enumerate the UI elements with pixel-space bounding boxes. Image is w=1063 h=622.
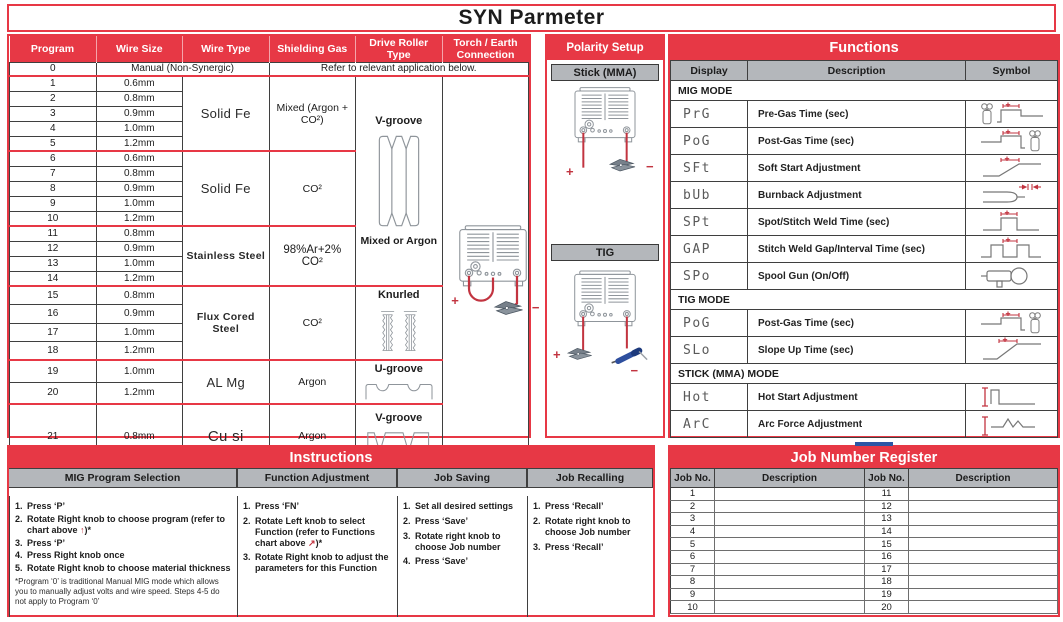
polarity-setup-title: Polarity Setup [547,36,663,60]
job-no-cell: 1 [671,488,715,501]
function-description: Slope Up Time (sec) [748,337,966,364]
instruction-footnote: *Program ‘0’ is traditional Manual MIG mode which allows you to manually adjust volts and wire speed. Steps 4-5 do not apply to Program ‘0’ [15,577,220,607]
instructions-grid [9,468,653,617]
step-number: 4. [403,556,411,567]
instruction-column [237,496,397,617]
job-col-header: Job No. [865,469,909,488]
polarity-minus-label: − [531,300,540,316]
soft-start-symbol-icon [970,155,1054,181]
job-col-header: Description [715,469,865,488]
job-row [671,550,1058,563]
function-description: Spool Gun (On/Off) [748,263,966,290]
function-symbol-cell [966,384,1058,411]
mode-band-label: MIG MODE [671,81,1058,101]
slope-up-symbol-icon [970,337,1054,363]
function-description: Burnback Adjustment [748,182,966,209]
job-no-cell: 8 [671,576,715,589]
instruction-step [243,516,391,549]
roller-cell [356,286,443,360]
function-description: Spot/Stitch Weld Time (sec) [748,209,966,236]
roller-type-label: U-groove [374,363,423,375]
step-number: 3. [15,537,23,548]
program-cell: 13 [10,256,97,271]
step-text: Press ‘Save’ [415,515,469,526]
wire-size-cell: 1.2mm [96,342,183,361]
step-text: Rotate right knob to choose Job number [545,515,631,537]
function-description: Hot Start Adjustment [748,384,966,411]
step-number: 3. [403,530,411,541]
program-cell: 6 [10,151,97,166]
arc-force-symbol-icon [970,411,1054,437]
wire-size-cell: 1.0mm [96,121,183,136]
functions-col-header: Symbol [966,61,1058,81]
step-number: 3. [243,552,251,563]
roller-cell [356,360,443,404]
instruction-step [15,501,231,512]
step-number: 2. [243,515,251,526]
roller-gas-label: Mixed or Argon [360,235,438,247]
step-number: 1. [533,500,541,511]
program-col-header: Program [10,36,97,62]
program-row [10,76,529,91]
step-text: Rotate Right knob to choose material thickness [27,563,231,574]
job-row [671,601,1058,614]
job-desc-cell [909,550,1058,563]
instruction-step [403,556,521,567]
function-display-code: GAP [671,236,748,263]
mode-band-row [671,290,1058,310]
program-parameter-panel [7,34,540,445]
function-row [671,182,1058,209]
job-no-cell: 3 [671,513,715,526]
job-no-cell: 20 [865,601,909,614]
job-desc-cell [909,488,1058,501]
functions-header-row [671,61,1058,81]
wire-size-cell: 1.0mm [96,256,183,271]
job-col-header: Job No. [671,469,715,488]
function-row [671,411,1058,438]
shielding-gas-cell: Argon [269,360,356,404]
function-display-code: SPt [671,209,748,236]
step-text: Rotate right knob to choose Job number [415,530,501,552]
program-cell: 18 [10,342,97,361]
torch-earth-connection-cell [442,76,540,468]
polarity-minus-label: − [630,362,639,378]
functions-title: Functions [670,36,1058,60]
job-desc-cell [909,538,1058,551]
job-row [671,538,1058,551]
wire-type-cell: AL Mg [183,360,270,404]
job-desc-cell [909,500,1058,513]
stick-connection-figure [555,86,655,186]
instruction-col-header: Job Saving [397,468,527,488]
job-no-cell: 15 [865,538,909,551]
job-no-cell: 11 [865,488,909,501]
job-desc-cell [715,563,865,576]
program-row-0 [10,62,529,76]
job-desc-cell [715,538,865,551]
functions-panel [668,34,1060,438]
tig-band: TIG [551,244,659,261]
job-row [671,488,1058,501]
function-row [671,236,1058,263]
program-col-header: Torch / Earth Connection [442,36,529,62]
program-cell: 20 [10,382,97,404]
step-number: 2. [533,515,541,526]
job-no-cell: 6 [671,550,715,563]
instruction-step [403,501,521,512]
program-cell: 14 [10,271,97,286]
mode-band-row [671,81,1058,101]
functions-col-header: Display [671,61,748,81]
step-text: Rotate Left knob to select Function (refer to Functions chart above ↗)* [255,515,375,548]
polarity-plus-label: + [566,164,574,179]
roller-type-label: Knurled [377,289,420,301]
instruction-step [15,538,231,549]
job-no-cell: 5 [671,538,715,551]
instruction-column [397,496,527,617]
stick-mma-band: Stick (MMA) [551,64,659,81]
function-symbol-cell [966,310,1058,337]
job-no-cell: 12 [865,500,909,513]
program-cell: 1 [10,76,97,91]
instruction-step [15,550,231,561]
job-desc-cell [909,588,1058,601]
instruction-col-header: Job Recalling [527,468,653,488]
step-number: 4. [15,550,23,561]
job-desc-cell [715,576,865,589]
job-no-cell: 7 [671,563,715,576]
job-no-cell: 13 [865,513,909,526]
spot-time-symbol-icon [970,209,1054,235]
wire-size-cell: 1.0mm [96,323,183,342]
tig-connection-figure [552,266,658,378]
function-display-code: PoG [671,310,748,337]
program-header-row [10,36,529,62]
function-symbol-cell [966,128,1058,155]
wire-size-cell: 0.8mm [96,91,183,106]
job-desc-cell [715,500,865,513]
polarity-plus-label: + [451,293,459,309]
function-symbol-cell [966,101,1058,128]
wire-size-cell: 0.8mm [96,226,183,241]
program-cell: 4 [10,121,97,136]
job-no-cell: 17 [865,563,909,576]
job-number-register-panel [668,445,1060,617]
program-col-header: Shielding Gas [269,36,356,62]
polarity-setup-panel [545,34,665,438]
function-symbol-cell [966,155,1058,182]
wire-size-cell: 0.8mm [96,286,183,305]
tig-connection-icon [552,266,658,372]
instruction-step [533,501,647,512]
step-text: Press ‘P’ [27,537,66,548]
wire-size-cell: 1.0mm [96,196,183,211]
function-row [671,384,1058,411]
roller-type-label: V-groove [375,115,423,127]
instruction-step [403,531,521,553]
function-description: Post-Gas Time (sec) [748,310,966,337]
function-display-code: PrG [671,101,748,128]
function-description: Stitch Weld Gap/Interval Time (sec) [748,236,966,263]
function-description: Pre-Gas Time (sec) [748,101,966,128]
wire-size-cell: 0.9mm [96,106,183,121]
instruction-step [243,552,391,574]
step-text: Rotate Right knob to adjust the parameters for this Function [255,552,389,574]
mode-band-row [671,364,1058,384]
program-cell: 3 [10,106,97,121]
function-symbol-cell [966,182,1058,209]
post-gas-symbol-icon [970,128,1054,154]
step-text: Press ‘Recall’ [545,500,604,511]
functions-table [670,60,1058,438]
job-row [671,563,1058,576]
job-desc-cell [715,525,865,538]
job-col-header: Description [909,469,1058,488]
step-text: Press ‘P’ [27,500,66,511]
job-desc-cell [715,588,865,601]
function-display-code: ArC [671,411,748,438]
instruction-step [533,542,647,553]
u-groove-profile-icon [358,379,440,401]
polarity-plus-label: + [553,346,561,362]
job-no-cell: 14 [865,525,909,538]
mig-connection-figure [445,224,541,320]
roller-cell [356,76,443,286]
polarity-minus-label: − [646,159,654,174]
job-desc-cell [909,576,1058,589]
job-no-cell: 4 [671,525,715,538]
instruction-step [243,501,391,512]
wire-size-cell: 0.9mm [96,305,183,324]
function-display-code: bUb [671,182,748,209]
function-row [671,310,1058,337]
instruction-step [15,563,231,574]
program-col-header: Wire Size [96,36,183,62]
shielding-gas-cell: CO² [269,286,356,360]
wire-size-cell: 0.6mm [96,76,183,91]
functions-col-header: Description [748,61,966,81]
function-display-code: SLo [671,337,748,364]
step-text: Rotate Right knob to choose program (refer to chart above ↑)* [27,513,226,535]
program-cell: 7 [10,166,97,181]
job-desc-cell [715,601,865,614]
function-symbol-cell [966,337,1058,364]
program-cell: 2 [10,91,97,106]
job-desc-cell [715,513,865,526]
step-number: 2. [403,515,411,526]
job-desc-cell [909,563,1058,576]
function-row [671,337,1058,364]
job-register-title: Job Number Register [670,447,1058,468]
job-no-cell: 18 [865,576,909,589]
function-symbol-cell [966,236,1058,263]
function-symbol-cell [966,263,1058,290]
instruction-step [533,516,647,538]
wire-type-cell: Flux Cored Steel [183,286,270,360]
wire-size-cell: 1.2mm [96,211,183,226]
page-title: SYN Parmeter [7,4,1056,32]
program-cell: 17 [10,323,97,342]
function-display-code: SFt [671,155,748,182]
program-table [9,36,540,469]
step-number: 1. [15,500,23,511]
program-cell: 15 [10,286,97,305]
instructions-title: Instructions [9,447,653,468]
roller-box [356,363,442,401]
mode-band-label: STICK (MMA) MODE [671,364,1058,384]
wire-size-cell: 0.8mm [96,166,183,181]
program-cell: 21 [10,404,97,468]
step-number: 3. [533,541,541,552]
shielding-gas-cell: CO² [269,151,356,226]
post-gas-symbol-icon [970,310,1054,336]
burnback-symbol-icon [970,182,1054,208]
job-no-cell: 19 [865,588,909,601]
shielding-gas-cell: Argon [269,404,356,468]
function-row [671,209,1058,236]
wire-size-cell: 0.9mm [96,241,183,256]
job-no-cell: 2 [671,500,715,513]
job-register-table [670,468,1058,614]
job-row [671,513,1058,526]
function-display-code: PoG [671,128,748,155]
instruction-column [9,496,237,617]
program-cell: 10 [10,211,97,226]
program-cell: 5 [10,136,97,151]
step-text: Press ‘Recall’ [545,541,604,552]
instruction-step [403,516,521,527]
job-no-cell: 9 [671,588,715,601]
gap-time-symbol-icon [970,236,1054,262]
job-row [671,588,1058,601]
program-cell: 19 [10,360,97,382]
job-row [671,500,1058,513]
instructions-panel [7,445,655,617]
manual-note-cell: Refer to relevant application below. [269,62,529,76]
red-arrow-icon: ↑ [80,524,85,535]
knurled-roller-icon [371,305,427,357]
function-row [671,128,1058,155]
red-arrow-icon: ↗ [308,537,316,548]
function-description: Arc Force Adjustment [748,411,966,438]
wire-type-cell: Solid Fe [183,151,270,226]
function-display-code: Hot [671,384,748,411]
function-symbol-cell [966,209,1058,236]
instruction-column [527,496,653,617]
program-cell: 0 [10,62,97,76]
job-desc-cell [909,601,1058,614]
pre-gas-symbol-icon [970,101,1054,127]
program-cell: 11 [10,226,97,241]
step-text: Press Right knob once [27,550,125,561]
v-groove-roller-icon [372,131,426,231]
manual-mode-cell: Manual (Non-Synergic) [96,62,269,76]
step-text: Set all desired settings [415,500,514,511]
wire-size-cell: 0.9mm [96,181,183,196]
shielding-gas-cell: 98%Ar+2% CO² [269,226,356,286]
step-text: Press ‘Save’ [415,556,469,567]
step-number: 2. [15,513,23,524]
hot-start-symbol-icon [970,384,1054,410]
program-cell: 16 [10,305,97,324]
program-cell: 8 [10,181,97,196]
function-symbol-cell [966,411,1058,438]
wire-size-cell: 0.8mm [96,404,183,468]
job-desc-cell [909,525,1058,538]
roller-box [356,289,442,357]
wire-type-cell: Cu si [183,404,270,468]
wire-type-cell: Solid Fe [183,76,270,151]
job-header-row [671,469,1058,488]
roller-box [356,79,442,283]
program-cell: 9 [10,196,97,211]
instruction-col-header: MIG Program Selection [9,468,237,488]
job-row [671,576,1058,589]
step-text: Press ‘FN’ [255,500,300,511]
step-number: 1. [243,500,251,511]
function-display-code: SPo [671,263,748,290]
job-desc-cell [715,488,865,501]
wire-size-cell: 1.2mm [96,271,183,286]
spool-gun-symbol-icon [970,263,1054,289]
tig-connection-figure-slot [552,266,658,378]
function-description: Soft Start Adjustment [748,155,966,182]
program-cell: 12 [10,241,97,256]
wire-type-cell: Stainless Steel [183,226,270,286]
program-col-header: Wire Type [183,36,270,62]
wire-size-cell: 1.2mm [96,382,183,404]
job-no-cell: 16 [865,550,909,563]
wire-size-cell: 0.6mm [96,151,183,166]
function-row [671,155,1058,182]
job-row [671,525,1058,538]
program-col-header: Drive Roller Type [356,36,443,62]
shielding-gas-cell: Mixed (Argon + CO²) [269,76,356,151]
mode-band-label: TIG MODE [671,290,1058,310]
job-desc-cell [715,550,865,563]
wire-size-cell: 1.0mm [96,360,183,382]
stick-connection-figure-slot [555,86,655,186]
instruction-step [15,514,231,536]
blue-print-artifact [855,442,893,446]
function-row [671,263,1058,290]
step-number: 5. [15,563,23,574]
job-desc-cell [909,513,1058,526]
instruction-col-header: Function Adjustment [237,468,397,488]
roller-type-label: V-groove [375,412,423,425]
wire-size-cell: 1.2mm [96,136,183,151]
function-description: Post-Gas Time (sec) [748,128,966,155]
step-number: 1. [403,500,411,511]
job-no-cell: 10 [671,601,715,614]
function-row [671,101,1058,128]
